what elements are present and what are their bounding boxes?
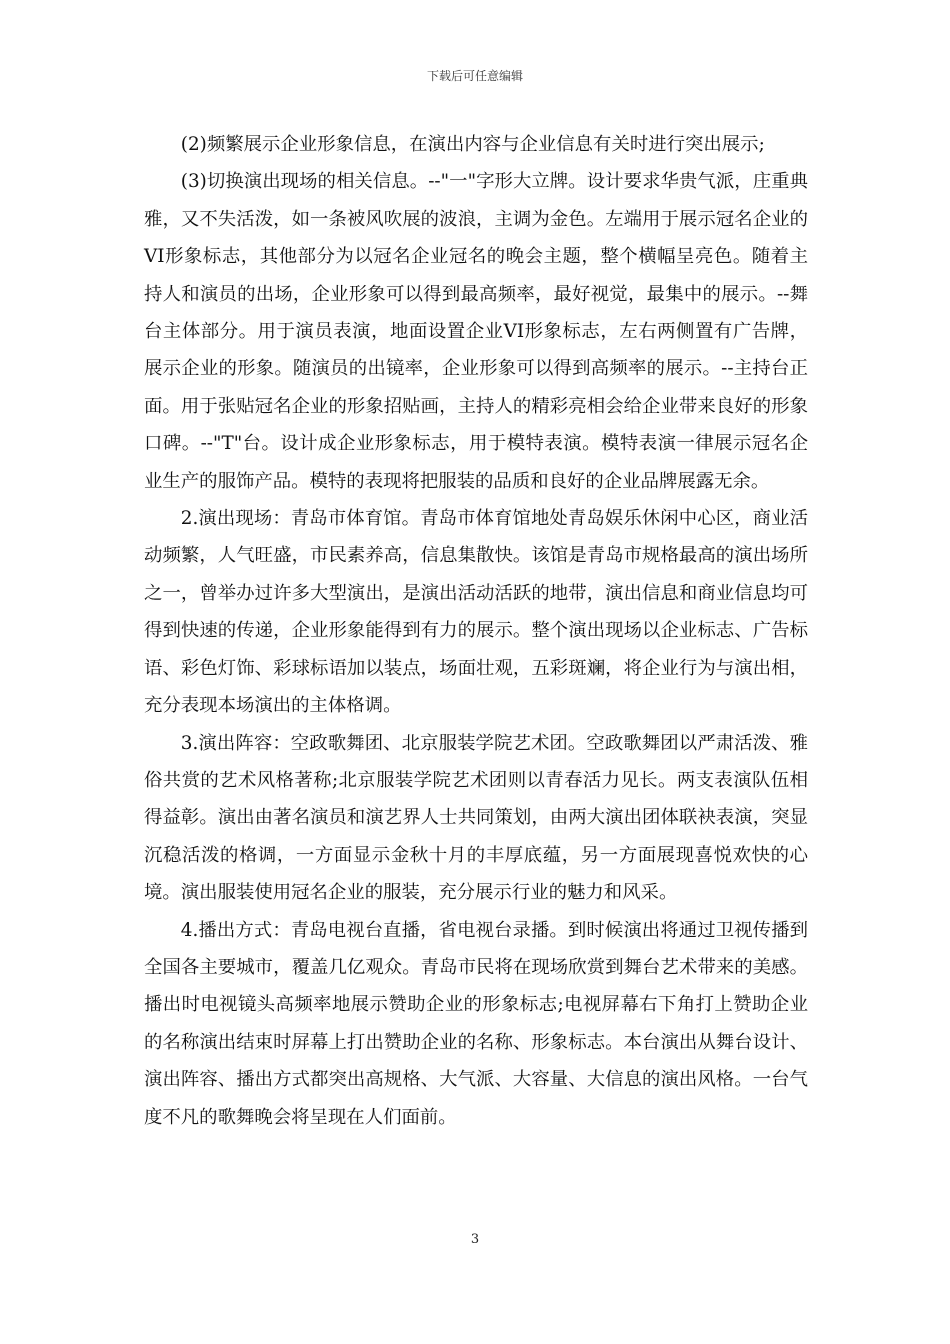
document-body [144, 126, 808, 1136]
paragraph-broadcast-method: 4.播出方式：青岛电视台直播，省电视台录播。到时候演出将通过卫视传播到全国各主要城市，覆盖几亿观众。青岛市民将在现场欣赏到舞台艺术带来的美感。播出时电视镜头高频率地展示赞助企业的形象标志;电视屏幕右下角打上赞助企业的名称演出结束时屏幕上打出赞助企业的名称、形象标志。本台演出从舞台设计、演出阵容、播出方式都突出高规格、大气派、大容量、大信息的演出风格。一台气度不凡的歌舞晚会将呈现在人们面前。 [144, 919, 808, 1128]
paragraph-item-3: (3)切换演出现场的相关信息。--"一"字形大立牌。设计要求华贵气派，庄重典雅，又不失活泼，如一条被风吹展的波浪，主调为金色。左端用于展示冠名企业的VI形象标志，其他部分为以冠名企业冠名的晚会主题，整个横幅呈亮色。随着主持人和演员的出场，企业形象可以得到最高频率，最好视觉，最集中的展示。--舞台主体部分。用于演员表演，地面设置企业VI形象标志，左右两侧置有广告牌，展示企业的形象。随演员的出镜率，企业形象可以得到高频率的展示。--主持台正面。用于张贴冠名企业的形象招贴画，主持人的精彩亮相会给企业带来良好的形象口碑。--"T"台。设计成企业形象标志，用于模特表演。模特表演一律展示冠名企业生产的服饰产品。模特的表现将把服装的品质和良好的企业品牌展露无余。 [144, 171, 808, 492]
page-header: 下载后可任意编辑 [426, 69, 523, 83]
paragraph-performance-lineup: 3.演出阵容：空政歌舞团、北京服装学院艺术团。空政歌舞团以严肃活泼、雅俗共赏的艺术风格著称;北京服装学院艺术团则以青春活力见长。两支表演队伍相得益彰。演出由著名演员和演艺界人士共同策划，由两大演出团体联袂表演，突显沉稳活泼的格调，一方面显示金秋十月的丰厚底蕴，另一方面展现喜悦欢快的心境。演出服装使用冠名企业的服装，充分展示行业的魅力和风采。 [144, 732, 808, 904]
page-number: 3 [470, 1232, 480, 1247]
paragraph-performance-venue: 2.演出现场：青岛市体育馆。青岛市体育馆地处青岛娱乐休闲中心区，商业活动频繁，人气旺盛，市民素养高，信息集散快。该馆是青岛市规格最高的演出场所之一，曾举办过许多大型演出，是演出活动活跃的地带，演出信息和商业信息均可得到快速的传递，企业形象能得到有力的展示。整个演出现场以企业标志、广告标语、彩色灯饰、彩球标语加以装点，场面壮观，五彩斑斓，将企业行为与演出相，充分表现本场演出的主体格调。 [144, 508, 808, 717]
paragraph-item-2: (2)频繁展示企业形象信息，在演出内容与企业信息有关时进行突出展示; [180, 134, 765, 155]
